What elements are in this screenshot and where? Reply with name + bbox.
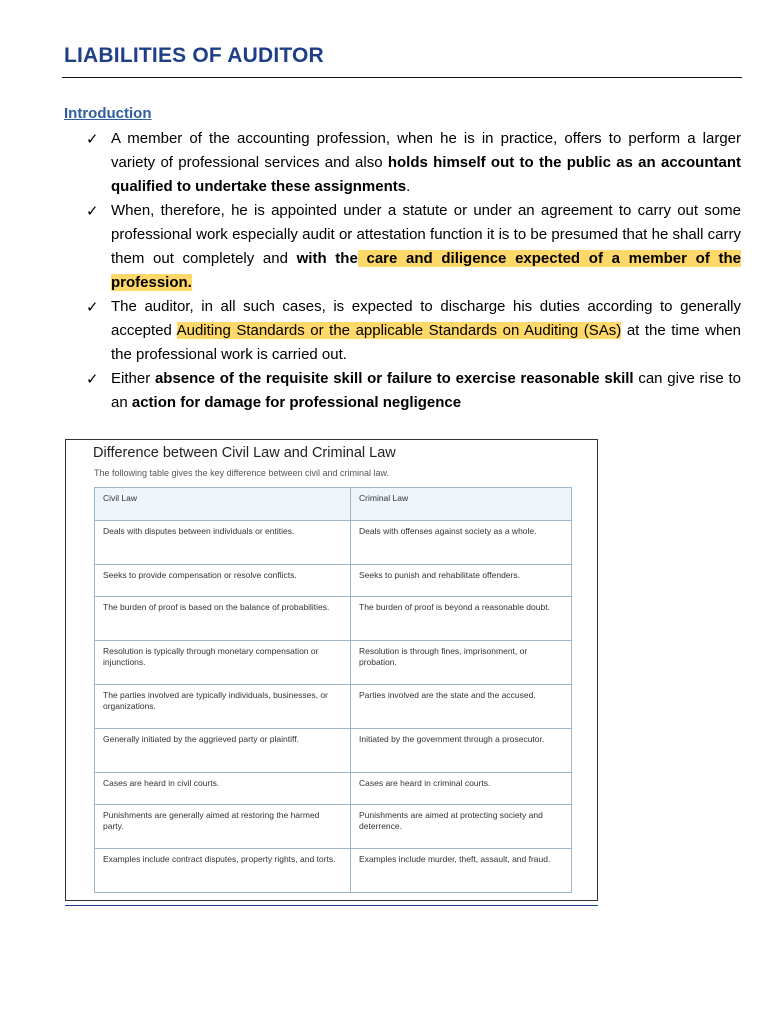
table-cell: The burden of proof is beyond a reasonable doubt. — [351, 597, 572, 641]
comparison-title: Difference between Civil Law and Criminal Law — [93, 445, 396, 461]
table-cell: Parties involved are the state and the accused. — [351, 685, 572, 729]
bullet-text: Either — [111, 370, 155, 387]
table-row — [95, 805, 572, 849]
bullet-text: . — [406, 178, 411, 195]
bullet-text: at the time when the professional work is carried out. — [111, 322, 742, 363]
table-cell: Cases are heard in criminal courts. — [351, 773, 572, 805]
image-underline — [65, 905, 598, 906]
embedded-comparison-image — [65, 439, 598, 901]
checkmark-icon: ✓ — [86, 130, 99, 148]
bullet-text: A member of the accounting profession, when he is in practice, offers to perform a larger variety of professional services and also — [111, 130, 741, 171]
checkmark-icon: ✓ — [86, 202, 99, 220]
comparison-subtitle: The following table gives the key difference between civil and criminal law. — [94, 468, 389, 478]
table-cell: Deals with disputes between individuals or entities. — [95, 521, 351, 565]
section-heading-introduction: Introduction — [64, 105, 152, 122]
table-header-row — [95, 488, 572, 521]
table-row — [95, 597, 572, 641]
table-cell: Seeks to punish and rehabilitate offenders. — [351, 565, 572, 597]
checkmark-icon: ✓ — [86, 298, 99, 316]
bullet-item — [86, 295, 741, 367]
bullet-text: The auditor, in all such cases, is expected to discharge his duties according to generally accepted — [111, 298, 741, 339]
table-cell: Generally initiated by the aggrieved party or plaintiff. — [95, 729, 351, 773]
table-row — [95, 773, 572, 805]
column-header-civil-law: Civil Law — [95, 488, 351, 521]
table-cell: Initiated by the government through a prosecutor. — [351, 729, 572, 773]
table-cell: Seeks to provide compensation or resolve conflicts. — [95, 565, 351, 597]
table-cell: Punishments are generally aimed at restoring the harmed party. — [95, 805, 351, 849]
introduction-bullet-list — [86, 127, 741, 415]
column-header-criminal-law: Criminal Law — [351, 488, 572, 521]
comparison-table — [94, 487, 572, 893]
bullet-highlighted-bold-text: care and diligence expected of a member of the profession. — [111, 250, 741, 291]
table-cell: Examples include contract disputes, property rights, and torts. — [95, 849, 351, 893]
page-title: LIABILITIES OF AUDITOR — [64, 44, 324, 67]
bullet-bold-text: absence of the requisite skill or failure to exercise reasonable skill — [154, 370, 634, 387]
table-cell: Punishments are aimed at protecting society and deterrence. — [351, 805, 572, 849]
table-cell: Cases are heard in civil courts. — [95, 773, 351, 805]
table-row — [95, 565, 572, 597]
table-row — [95, 521, 572, 565]
bullet-bold-text: holds himself out to the public as an accountant qualified to undertake these assignments — [111, 154, 741, 195]
table-cell: Examples include murder, theft, assault, and fraud. — [351, 849, 572, 893]
table-cell: Deals with offenses against society as a whole. — [351, 521, 572, 565]
table-row — [95, 849, 572, 893]
bullet-bold-text: action for damage for professional negligence — [131, 394, 462, 411]
table-row — [95, 729, 572, 773]
table-cell: Resolution is through fines, imprisonment, or probation. — [351, 641, 572, 685]
table-row — [95, 641, 572, 685]
table-cell: The parties involved are typically individuals, businesses, or organizations. — [95, 685, 351, 729]
table-cell: The burden of proof is based on the balance of probabilities. — [95, 597, 351, 641]
bullet-bold-text: with the — [296, 250, 358, 267]
bullet-highlighted-text: Auditing Standards or the applicable Standards on Auditing (SAs) — [176, 322, 622, 339]
checkmark-icon: ✓ — [86, 370, 99, 388]
bullet-item — [86, 127, 741, 199]
bullet-text: can give rise to an — [111, 370, 741, 411]
table-cell: Resolution is typically through monetary compensation or injunctions. — [95, 641, 351, 685]
bullet-item — [86, 199, 741, 295]
table-row — [95, 685, 572, 729]
title-divider — [62, 77, 742, 78]
bullet-item — [86, 367, 741, 415]
bullet-text: When, therefore, he is appointed under a statute or under an agreement to carry out some professional work especially audit or attestation function it is to be presumed that he shall carry them out completely and — [111, 202, 741, 267]
